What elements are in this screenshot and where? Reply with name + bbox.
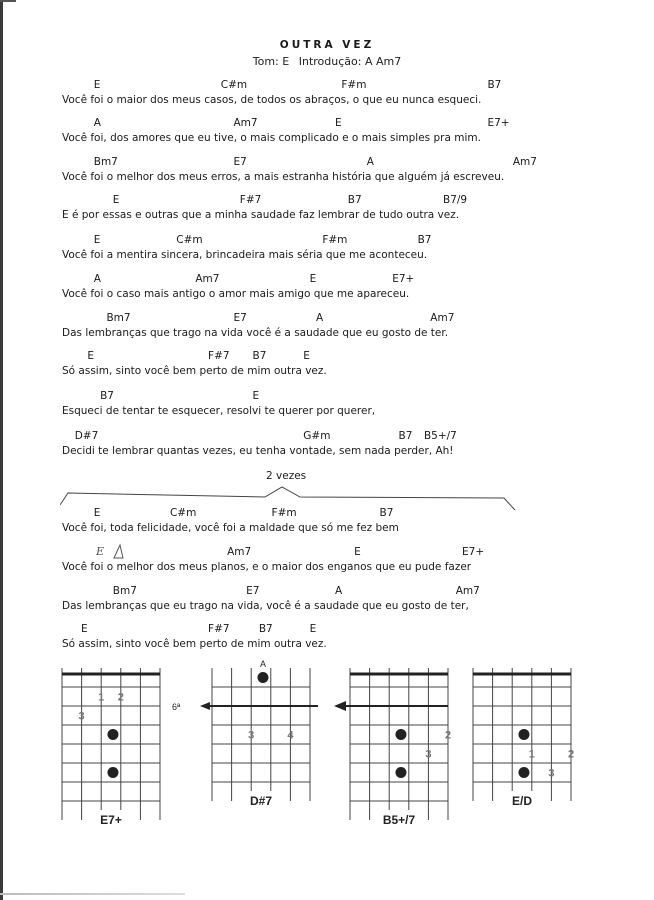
- repeat-bracket: [60, 470, 515, 510]
- verse: [62, 546, 622, 580]
- chord-name: B7: [379, 507, 394, 519]
- chord-row: [62, 623, 622, 637]
- lyric-line: E é por essas e outras que a minha saudade faz lembrar de tudo outra vez.: [62, 209, 460, 221]
- chord-name: Am7: [512, 156, 537, 168]
- chord-diagram: [172, 659, 350, 817]
- chord-name: E7: [233, 156, 247, 168]
- chord-name: E: [252, 390, 260, 402]
- verse: [62, 507, 622, 541]
- scan-edge-corner: [0, 0, 16, 2]
- chord-row: [62, 546, 622, 560]
- chord-name: B7: [398, 430, 413, 442]
- verse: [62, 234, 622, 268]
- finger-number: 4: [287, 729, 294, 742]
- intro-label: Introdução: A Am7: [298, 55, 402, 68]
- finger-dot: [395, 729, 406, 740]
- verse: [62, 194, 622, 228]
- chord-name: E7: [246, 585, 260, 597]
- chord-name: B7: [487, 79, 502, 91]
- lyric-line: Das lembranças que eu trago na vida, você é a saudade que eu gosto de ter,: [62, 600, 469, 612]
- finger-dot: [257, 672, 268, 683]
- chord-name: B7: [258, 623, 273, 635]
- chord-row: [62, 312, 622, 326]
- chord-name: A: [93, 273, 101, 285]
- chord-name: E: [93, 234, 101, 246]
- finger-number: 3: [78, 710, 85, 723]
- finger-number: 3: [548, 767, 555, 780]
- fret-marker: 6ª: [172, 702, 181, 712]
- chord-name: A: [93, 117, 101, 129]
- chord-name: B7: [100, 390, 114, 402]
- verse: [62, 156, 622, 190]
- lyric-line: Você foi a mentira sincera, brincadeira mais séria que me aconteceu.: [62, 249, 428, 261]
- chord-diagram-label: E/D: [511, 794, 533, 808]
- chord-diagram-label: B5+/7: [382, 813, 416, 827]
- song-title: OUTRA VEZ: [279, 39, 375, 51]
- finger-number: 2: [567, 748, 575, 761]
- chord-name: E: [93, 507, 101, 519]
- finger-dot: [107, 729, 118, 740]
- chord-diagram: [453, 660, 611, 817]
- chord-diagram-svg: [453, 660, 611, 813]
- chord-diagram-label: E7+: [100, 813, 122, 827]
- lyric-line: Você foi o caso mais antigo o amor mais amigo que me apareceu.: [62, 288, 410, 300]
- chord-name: B7: [252, 350, 267, 362]
- chord-name: F#7: [239, 194, 262, 206]
- chord-name: E: [309, 273, 317, 285]
- chord-name: F#7: [208, 350, 230, 362]
- chord-row: [62, 156, 622, 170]
- lyric-line: Você foi, toda felicidade, você foi a maldade que só me fez bem: [62, 522, 399, 534]
- chord-name: F#m: [341, 79, 367, 91]
- lyric-line: Das lembranças que trago na vida você é a saudade que eu gosto de ter.: [62, 327, 449, 339]
- chord-row: [62, 194, 622, 208]
- repeat-label: 2 vezes: [266, 470, 307, 482]
- lyric-line: Você foi o melhor dos meus erros, a mais estranha história que alguém já escreveu.: [62, 171, 505, 183]
- finger-dot: [395, 767, 406, 778]
- chord-name: Am7: [430, 312, 455, 324]
- chord-name: Am7: [455, 585, 480, 597]
- chord-name: A: [335, 585, 343, 597]
- verse: [62, 430, 622, 464]
- chord-row: [62, 507, 622, 521]
- chord-name: B7: [417, 234, 432, 246]
- chord-row: [62, 390, 622, 404]
- chord-name: Bm7: [106, 312, 131, 324]
- lyric-line: Só assim, sinto você bem perto de mim outra vez.: [62, 638, 327, 650]
- finger-number: 1: [528, 748, 535, 761]
- chord-name: A: [366, 156, 374, 168]
- arrow-icon: [200, 702, 210, 710]
- finger-number: 1: [98, 691, 105, 704]
- chord-name: E: [309, 623, 317, 635]
- chord-diagram-svg: [42, 660, 200, 832]
- chord-name: B5+/7: [423, 430, 457, 442]
- chord-name: E: [81, 623, 88, 635]
- chord-diagram-label: D#7: [249, 794, 273, 808]
- chord-name: E: [335, 117, 342, 129]
- key-label: Tom: E: [252, 55, 290, 68]
- top-label: A: [259, 659, 267, 669]
- svg-text:E: E: [96, 545, 105, 558]
- chord-row: [62, 234, 622, 248]
- chord-diagram-svg: [172, 659, 350, 813]
- chord-row: [62, 117, 622, 131]
- chord-name: E7+: [487, 117, 510, 129]
- chord-name: Am7: [227, 546, 252, 558]
- verse: [62, 312, 622, 346]
- chord-name: F#m: [271, 507, 297, 519]
- finger-dot: [518, 767, 529, 778]
- chord-name: G#m: [303, 430, 331, 442]
- chord-name: E7: [233, 312, 247, 324]
- chord-row: [62, 430, 622, 444]
- chord-name: B7: [347, 194, 362, 206]
- chord-name: E: [354, 546, 361, 558]
- chord-row: [62, 273, 622, 287]
- verse: [62, 79, 622, 113]
- verse: [62, 273, 622, 307]
- chord-row: [62, 79, 622, 93]
- chord-name: A: [316, 312, 324, 324]
- handwritten-mark-icon: [96, 543, 136, 561]
- chord-name: B7/9: [443, 194, 468, 206]
- lyric-line: Você foi o maior dos meus casos, de todos os abraços, o que eu nunca esqueci.: [62, 94, 482, 106]
- lyric-line: Esqueci de tentar te esquecer, resolvi te querer por querer,: [62, 405, 376, 417]
- chord-name: C#m: [176, 234, 203, 246]
- arrow-icon: [334, 701, 346, 711]
- lyric-line: Decidi te lembrar quantas vezes, eu tenha vontade, sem nada perder, Ah!: [62, 445, 454, 457]
- finger-number: 3: [425, 748, 432, 761]
- song-subtitle: [0, 55, 654, 68]
- finger-number: 2: [444, 729, 452, 742]
- chord-name: Bm7: [93, 156, 118, 168]
- verse: [62, 390, 622, 424]
- handwritten-annotation: [96, 543, 136, 564]
- scan-edge: [0, 0, 3, 900]
- verse: [62, 117, 622, 151]
- scan-smudge: [0, 893, 185, 895]
- verse: [62, 585, 622, 619]
- chord-row: [62, 585, 622, 599]
- lyric-line: Só assim, sinto você bem perto de mim outra vez.: [62, 365, 327, 377]
- chord-name: C#m: [220, 79, 248, 91]
- lyric-line: Você foi o melhor dos meus planos, e o maior dos enganos que eu pude fazer: [62, 561, 472, 573]
- chord-name: E7+: [462, 546, 485, 558]
- chord-name: D#7: [74, 430, 99, 442]
- chord-name: E: [112, 194, 120, 206]
- chord-diagram: [42, 660, 200, 836]
- chord-name: F#7: [208, 623, 230, 635]
- verse: [62, 623, 622, 657]
- chord-name: E: [93, 79, 101, 91]
- finger-dot: [107, 767, 118, 778]
- chord-name: E: [303, 350, 310, 362]
- chord-name: C#m: [169, 507, 197, 519]
- finger-number: 3: [248, 729, 255, 742]
- finger-number: 2: [117, 691, 124, 704]
- finger-dot: [518, 729, 529, 740]
- chord-name: E7+: [392, 273, 415, 285]
- chord-name: Am7: [233, 117, 258, 129]
- chord-name: Am7: [195, 273, 220, 285]
- chord-name: F#m: [322, 234, 348, 246]
- chord-name: Bm7: [112, 585, 137, 597]
- chord-row: [62, 350, 622, 364]
- chord-name: E: [87, 350, 95, 362]
- lyric-line: Você foi, dos amores que eu tive, o mais complicado e o mais simples pra mim.: [62, 132, 481, 144]
- verse: [62, 350, 622, 384]
